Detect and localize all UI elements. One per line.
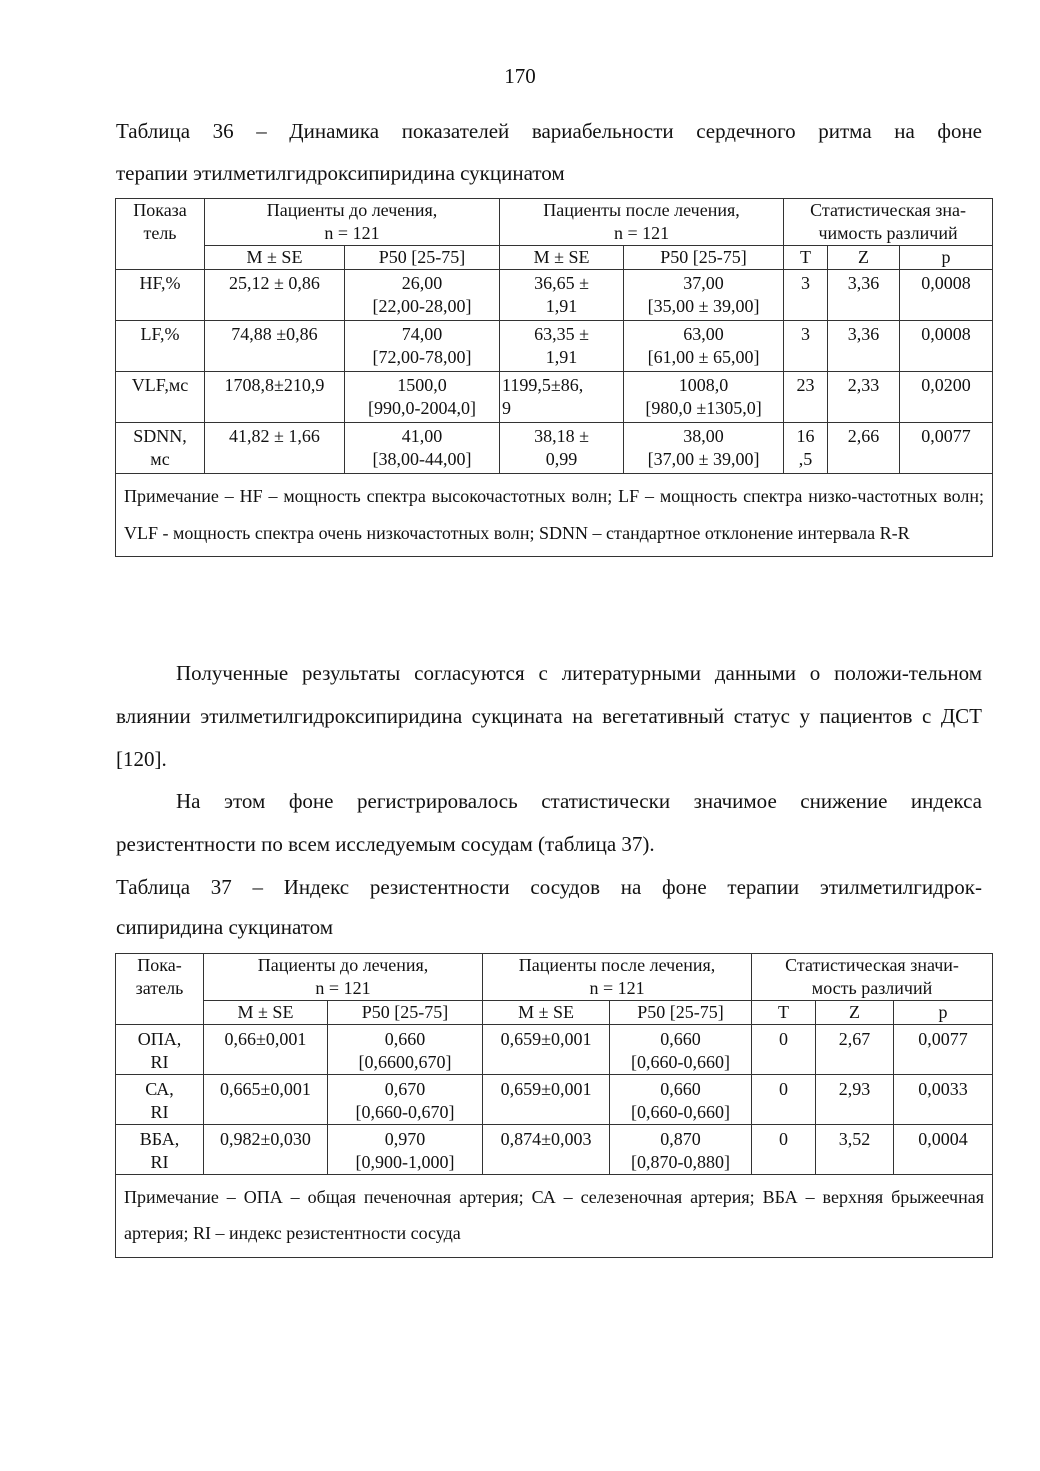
header-indicator-line1: Пока- <box>137 955 182 975</box>
indicator-cell <box>116 270 205 321</box>
mse-part2: 1,91 <box>545 296 578 316</box>
header-before-p50: P50 [25-75] <box>345 246 500 270</box>
page-number: 170 <box>504 64 536 88</box>
p-cell: 0,0004 <box>894 1125 993 1175</box>
after-p50-cell <box>610 1025 752 1075</box>
header-stat-line2: чимость различий <box>818 223 958 243</box>
indicator-sub: RI <box>150 1102 169 1122</box>
header-indicator-line2: тель <box>143 223 177 243</box>
p-cell: 0,0200 <box>900 372 993 423</box>
table-row <box>116 1075 993 1125</box>
z-cell: 2,33 <box>828 372 900 423</box>
p50-value: 1500,0 <box>397 375 447 395</box>
p50-range: [35,00 ± 39,00] <box>647 296 760 316</box>
before-p50-cell <box>345 321 500 372</box>
after-p50-cell <box>624 321 784 372</box>
header-stat <box>752 954 993 1001</box>
p50-range: [0,660-0,660] <box>631 1052 730 1072</box>
indicator-sub: RI <box>150 1052 169 1072</box>
before-p50-cell <box>345 423 500 474</box>
z-cell: 3,36 <box>828 270 900 321</box>
p50-value: 26,00 <box>401 273 443 293</box>
table-row <box>116 423 993 474</box>
table-row <box>116 270 993 321</box>
after-p50-cell <box>610 1075 752 1125</box>
mse-part2: 9 <box>502 398 512 418</box>
p50-value: 38,00 <box>683 426 724 446</box>
header-after-mse: M ± SE <box>500 246 624 270</box>
p50-value: 0,660 <box>660 1029 701 1049</box>
table-37 <box>115 953 993 1258</box>
p50-value: 0,870 <box>660 1129 701 1149</box>
after-mse-cell: 0,659±0,001 <box>483 1075 610 1125</box>
before-p50-cell <box>345 372 500 423</box>
p50-range: [990,0-2004,0] <box>368 398 476 418</box>
t-cell: 3 <box>784 270 828 321</box>
p-cell: 0,0008 <box>900 270 993 321</box>
p50-range: [0,660-0,660] <box>631 1102 730 1122</box>
before-mse-cell: 25,12 ± 0,86 <box>205 270 345 321</box>
header-after-line2: n = 121 <box>613 223 670 243</box>
header-indicator <box>116 954 204 1025</box>
p50-value: 37,00 <box>683 273 724 293</box>
z-cell: 2,93 <box>816 1075 894 1125</box>
header-T: T <box>784 246 828 270</box>
header-after-line2: n = 121 <box>589 978 645 998</box>
header-indicator-line1: Показа <box>133 200 187 220</box>
indicator-cell <box>116 372 205 423</box>
mse-part1: 1199,5±86, <box>502 375 584 395</box>
indicator-text: СА, <box>145 1079 174 1099</box>
mse-part1: 38,18 ± <box>534 426 589 446</box>
header-indicator-line2: затель <box>135 978 184 998</box>
header-indicator <box>116 199 205 270</box>
t-part2: ,5 <box>798 449 813 469</box>
before-p50-cell <box>328 1025 483 1075</box>
header-after-line1: Пациенты после лечения, <box>543 200 740 220</box>
before-mse-cell: 1708,8±210,9 <box>205 372 345 423</box>
indicator-cell <box>116 1075 204 1125</box>
header-after-p50: P50 [25-75] <box>624 246 784 270</box>
z-cell: 2,66 <box>828 423 900 474</box>
before-mse-cell: 0,665±0,001 <box>204 1075 328 1125</box>
p50-value: 0,970 <box>384 1129 426 1149</box>
t-cell: 0 <box>752 1125 816 1175</box>
table-row <box>116 1025 993 1075</box>
header-p: p <box>894 1001 993 1025</box>
p50-range: [38,00-44,00] <box>372 449 472 469</box>
after-p50-cell <box>624 423 784 474</box>
p50-value: 74,00 <box>401 324 443 344</box>
header-before-mse: M ± SE <box>204 1001 328 1025</box>
header-after-p50: P50 [25-75] <box>610 1001 752 1025</box>
table37-note: Примечание – ОПА – общая печеночная артерия; СА – селезеночная артерия; ВБА – верхняя брыжеечная артерия; RI – индекс резистентности сосуда <box>116 1175 993 1258</box>
t-cell: 0 <box>752 1075 816 1125</box>
header-before-line1: Пациенты до лечения, <box>257 955 429 975</box>
p50-value: 41,00 <box>401 426 443 446</box>
table-row <box>116 372 993 423</box>
after-mse-cell <box>500 270 624 321</box>
t-cell: 23 <box>784 372 828 423</box>
p50-range: [37,00 ± 39,00] <box>647 449 760 469</box>
p50-range: [61,00 ± 65,00] <box>647 347 760 367</box>
mse-part2: 1,91 <box>545 347 578 367</box>
mse-part2: 0,99 <box>545 449 578 469</box>
header-before-line2: n = 121 <box>315 978 371 998</box>
before-p50-cell <box>328 1125 483 1175</box>
p50-value: 1008,0 <box>678 375 729 395</box>
header-before-p50: P50 [25-75] <box>328 1001 483 1025</box>
before-mse-cell: 74,88 ±0,86 <box>205 321 345 372</box>
indicator-text: VLF,мс <box>131 375 189 395</box>
table36-caption-line1: Таблица 36 – Динамика показателей вариабельности сердечного ритма на фоне <box>116 119 982 143</box>
header-before <box>204 954 483 1001</box>
header-before <box>205 199 500 246</box>
indicator-text: ОПА, <box>137 1029 182 1049</box>
p50-range: [980,0 ±1305,0] <box>645 398 762 418</box>
p-cell: 0,0077 <box>900 423 993 474</box>
p50-range: [72,00-78,00] <box>372 347 472 367</box>
before-mse-cell: 0,982±0,030 <box>204 1125 328 1175</box>
header-before-mse: M ± SE <box>205 246 345 270</box>
indicator-cell <box>116 1125 204 1175</box>
t-cell <box>784 423 828 474</box>
table-row <box>116 321 993 372</box>
mse-part1: 36,65 ± <box>534 273 589 293</box>
before-p50-cell <box>345 270 500 321</box>
p-cell: 0,0077 <box>894 1025 993 1075</box>
header-before-line2: n = 121 <box>324 223 380 243</box>
p-cell: 0,0033 <box>894 1075 993 1125</box>
after-p50-cell <box>624 270 784 321</box>
indicator-cell <box>116 423 205 474</box>
after-mse-cell <box>500 423 624 474</box>
header-after <box>500 199 784 246</box>
table-row <box>116 1125 993 1175</box>
table37-caption-line1: Таблица 37 – Индекс резистентности сосудов на фоне терапии этилметилгидрок- <box>116 875 982 899</box>
header-after-line1: Пациенты после лечения, <box>518 955 716 975</box>
before-p50-cell <box>328 1075 483 1125</box>
after-p50-cell <box>624 372 784 423</box>
header-after-mse: M ± SE <box>483 1001 610 1025</box>
p50-value: 0,670 <box>384 1079 426 1099</box>
after-mse-cell <box>500 321 624 372</box>
p50-range: [0,870-0,880] <box>631 1152 730 1172</box>
header-after <box>483 954 752 1001</box>
p50-value: 63,00 <box>683 324 724 344</box>
p50-value: 0,660 <box>660 1079 701 1099</box>
paragraph-1: Полученные результаты согласуются с литературными данными о положи-тельном влиянии этилметилгидроксипиридина сукцината на вегетативный статус у пациентов с ДСТ [120]. <box>116 661 982 771</box>
header-stat-line1: Статистическая значи- <box>785 955 959 975</box>
indicator-text: SDNN, <box>133 426 187 446</box>
t-cell: 0 <box>752 1025 816 1075</box>
table37-caption-line2: сипиридина сукцинатом <box>116 915 334 939</box>
t-part1: 16 <box>796 426 815 446</box>
paragraph-2: На этом фоне регистрировалось статистически значимое снижение индекса резистентности по всем исследуемым сосудам (таблица 37). <box>116 789 982 856</box>
header-stat-line2: мость различий <box>811 978 933 998</box>
p50-value: 0,660 <box>384 1029 426 1049</box>
after-p50-cell <box>610 1125 752 1175</box>
indicator-cell <box>116 1025 204 1075</box>
header-p: p <box>900 246 993 270</box>
indicator-cell <box>116 321 205 372</box>
before-mse-cell: 41,82 ± 1,66 <box>205 423 345 474</box>
z-cell: 3,52 <box>816 1125 894 1175</box>
header-T: T <box>752 1001 816 1025</box>
z-cell: 2,67 <box>816 1025 894 1075</box>
mse-part1: 63,35 ± <box>534 324 589 344</box>
before-mse-cell: 0,66±0,001 <box>204 1025 328 1075</box>
indicator-sub: RI <box>150 1152 169 1172</box>
p50-range: [0,900-1,000] <box>355 1152 455 1172</box>
table36-note: Примечание – HF – мощность спектра высокочастотных волн; LF – мощность спектра низко-частотных волн; VLF - мощность спектра очень низкочастотных волн; SDNN – стандартное отклонение интервала R-R <box>116 474 993 557</box>
indicator-text: ВБА, <box>139 1129 180 1149</box>
header-stat <box>784 199 993 246</box>
indicator-text: HF,% <box>139 273 181 293</box>
t-cell: 3 <box>784 321 828 372</box>
z-cell: 3,36 <box>828 321 900 372</box>
after-mse-cell: 0,874±0,003 <box>483 1125 610 1175</box>
p50-range: [22,00-28,00] <box>372 296 472 316</box>
header-Z: Z <box>816 1001 894 1025</box>
p50-range: [0,6600,670] <box>358 1052 452 1072</box>
p50-range: [0,660-0,670] <box>355 1102 455 1122</box>
indicator-text: LF,% <box>140 324 180 344</box>
after-mse-cell <box>500 372 624 423</box>
after-mse-cell: 0,659±0,001 <box>483 1025 610 1075</box>
header-Z: Z <box>828 246 900 270</box>
header-before-line1: Пациенты до лечения, <box>266 200 438 220</box>
table-36 <box>115 198 993 557</box>
table36-caption-line2: терапии этилметилгидроксипиридина сукцинатом <box>116 161 565 185</box>
header-stat-line1: Статистическая зна- <box>810 200 966 220</box>
indicator-unit: мс <box>150 449 170 469</box>
p-cell: 0,0008 <box>900 321 993 372</box>
